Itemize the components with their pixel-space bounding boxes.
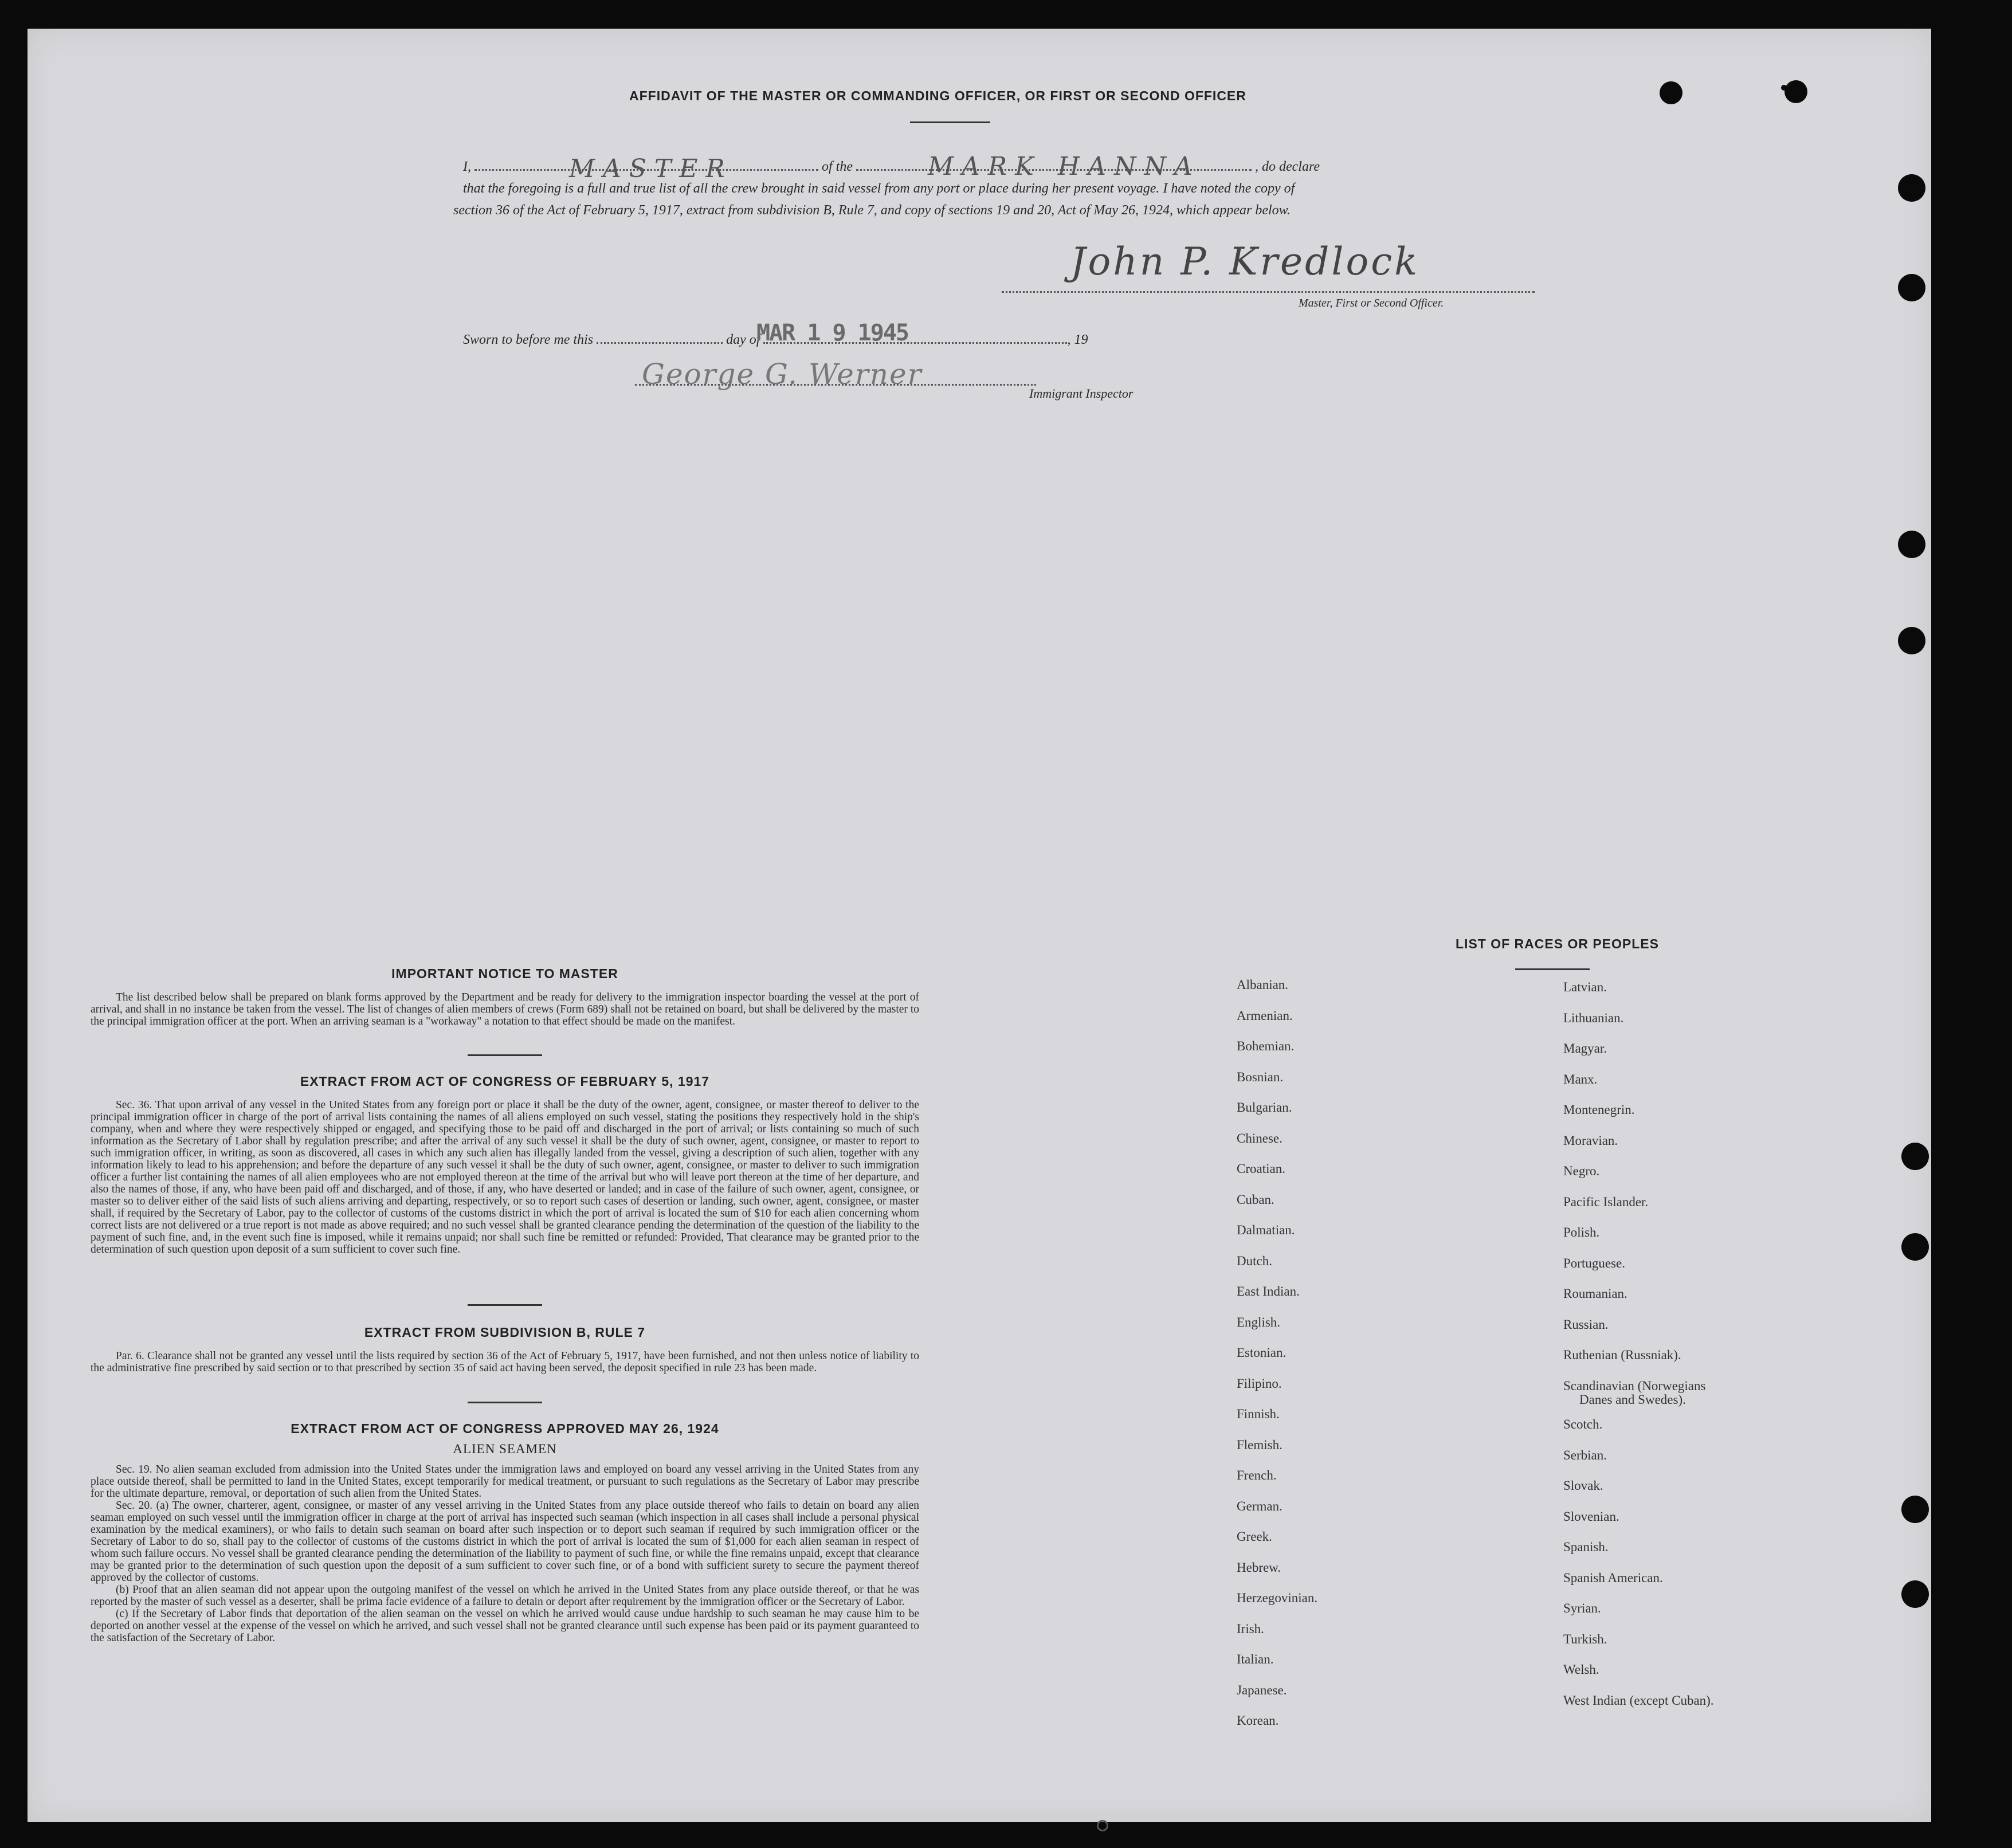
extract-1924-title: EXTRACT FROM ACT OF CONGRESS APPROVED MAY 26, 1924 bbox=[291, 1421, 719, 1436]
race-item: Polish. bbox=[1563, 1225, 1600, 1239]
race-item: Spanish. bbox=[1563, 1540, 1609, 1554]
race-item: Montenegrin. bbox=[1563, 1102, 1635, 1117]
page-edge-mark-icon bbox=[1097, 1820, 1108, 1831]
extract-1924-text bbox=[91, 1464, 919, 1644]
race-item: Danes and Swedes). bbox=[1579, 1392, 1686, 1407]
binder-hole-icon bbox=[1898, 274, 1925, 301]
alien-seamen-subtitle: ALIEN SEAMEN bbox=[453, 1442, 557, 1456]
affidavit-declare-label: , do declare bbox=[1255, 159, 1320, 174]
race-item: Lithuanian. bbox=[1563, 1010, 1624, 1025]
race-item: Scandinavian (Norwegians bbox=[1563, 1378, 1706, 1393]
affidavit-title-rule bbox=[910, 121, 990, 123]
binder-hole-icon bbox=[1901, 1143, 1929, 1170]
race-item: German. bbox=[1237, 1498, 1282, 1513]
race-item: Slovenian. bbox=[1563, 1509, 1619, 1524]
race-item: Albanian. bbox=[1237, 978, 1289, 992]
race-item: Korean. bbox=[1237, 1713, 1279, 1728]
race-item: French. bbox=[1237, 1468, 1277, 1482]
inspector-signature-line bbox=[635, 384, 1036, 386]
binder-hole-icon bbox=[1898, 174, 1925, 202]
affidavit-line-2: that the foregoing is a full and true list of all the crew brought in said vessel from any port or place during her present voyage. I have noted the copy of bbox=[463, 181, 1295, 196]
race-item: Ruthenian (Russniak). bbox=[1563, 1348, 1681, 1362]
binder-hole-icon bbox=[1660, 81, 1682, 104]
sec-20c-paragraph: (c) If the Secretary of Labor finds that deportation of the alien seaman on the vessel on which he arrived would cause undue hardship to such seaman he may cause him to be deported on another vessel at the expense of the vessel on which he arrived, and such vessel shall not be granted clearance until such expense has been paid or its payment guaranteed to the satisfaction of the Secretary of Labor. bbox=[91, 1608, 919, 1644]
inspector-caption: Immigrant Inspector bbox=[1029, 386, 1134, 401]
race-item: Italian. bbox=[1237, 1652, 1274, 1666]
affidavit-line-3: section 36 of the Act of February 5, 1917, extract from subdivision B, Rule 7, and copy of sections 19 and 20, Act of May 26, 1924, which appear below. bbox=[453, 203, 1291, 218]
binder-hole-icon bbox=[1784, 80, 1807, 103]
race-item: West Indian (except Cuban). bbox=[1563, 1693, 1714, 1708]
race-item: Hebrew. bbox=[1237, 1560, 1281, 1575]
master-name-value: MASTER bbox=[569, 154, 733, 183]
year-prefix: , 19 bbox=[1067, 332, 1088, 347]
race-item: Chinese. bbox=[1237, 1131, 1282, 1145]
race-item: Bohemian. bbox=[1237, 1039, 1295, 1053]
race-item: Portuguese. bbox=[1563, 1255, 1625, 1270]
extract-1917-text bbox=[91, 1099, 919, 1255]
race-item: Roumanian. bbox=[1563, 1286, 1627, 1301]
binder-hole-icon bbox=[1898, 627, 1925, 654]
race-item: Spanish American. bbox=[1563, 1570, 1663, 1585]
race-item: Herzegovinian. bbox=[1237, 1591, 1318, 1605]
day-of-label: day of bbox=[726, 332, 760, 347]
race-item: Russian. bbox=[1563, 1317, 1609, 1332]
race-item: Syrian. bbox=[1563, 1601, 1601, 1615]
master-name-field bbox=[474, 154, 818, 183]
race-item: Magyar. bbox=[1563, 1041, 1607, 1056]
date-stamp: MAR 1 9 1945 bbox=[756, 320, 908, 346]
races-title-rule bbox=[1515, 968, 1590, 970]
race-item: Moravian. bbox=[1563, 1133, 1618, 1148]
section-rule bbox=[468, 1304, 542, 1306]
race-item: Estonian. bbox=[1237, 1345, 1287, 1360]
race-item: Cuban. bbox=[1237, 1192, 1274, 1207]
sworn-label: Sworn to before me this bbox=[463, 332, 594, 347]
race-item: Finnish. bbox=[1237, 1407, 1280, 1421]
race-item: Turkish. bbox=[1563, 1631, 1607, 1646]
par-6-paragraph: Par. 6. Clearance shall not be granted any vessel until the lists required by section 36 of the Act of February 5, 1917, have been furnished, and not then unless notice of liability to the administrative fine prescribed by said section or to that prescribed by section 35 of said act having been served, the deposit specified in rule 23 has been made. bbox=[91, 1350, 919, 1374]
race-item: Bulgarian. bbox=[1237, 1100, 1292, 1115]
rule7-text bbox=[91, 1350, 919, 1374]
section-rule bbox=[468, 1054, 542, 1056]
master-signature-caption: Master, First or Second Officer. bbox=[1299, 297, 1444, 309]
binder-hole-icon bbox=[1901, 1580, 1929, 1608]
master-signature-line bbox=[1002, 291, 1535, 293]
sec-19-paragraph: Sec. 19. No alien seaman excluded from admission into the United States under the immigration laws and employed on board any vessel arriving in the United States from any place outside thereof, shall be permitted to land in the United States, except temporarily for medical treatment, or pursuant to such regulations as the Secretary of Labor may prescribe for the ultimate departure, removal, or deportation of such alien from the United States. bbox=[91, 1464, 919, 1500]
notice-text bbox=[91, 991, 919, 1027]
vessel-name-value: MARK HANNA bbox=[928, 152, 1201, 181]
vessel-name-field bbox=[856, 152, 1252, 181]
race-item: Welsh. bbox=[1563, 1662, 1599, 1677]
rule7-title: EXTRACT FROM SUBDIVISION B, RULE 7 bbox=[364, 1325, 646, 1340]
sec-20b-paragraph: (b) Proof that an alien seaman did not appear upon the outgoing manifest of the vessel on which he arrived in the United States from any place outside thereof, or that he was reported by the master of such vessel as a deserter, shall be prima facie evidence of a failure to detain or deport after requirement by the immigration officer or the Secretary of Labor. bbox=[91, 1584, 919, 1608]
race-item: Irish. bbox=[1237, 1621, 1264, 1636]
affidavit-title: AFFIDAVIT OF THE MASTER OR COMMANDING OFFICER, OR FIRST OR SECOND OFFICER bbox=[629, 88, 1246, 103]
race-item: East Indian. bbox=[1237, 1284, 1300, 1298]
race-item: Serbian. bbox=[1563, 1447, 1607, 1462]
affidavit-i-label: I, bbox=[463, 159, 471, 174]
sec-20a-paragraph: Sec. 20. (a) The owner, charterer, agent, consignee, or master of any vessel arriving in the United States from any place outside thereof who fails to detain on board any alien seaman employed on such vessel until the immigration officer in charge at the port of arrival has inspected such seaman (which inspection in all cases shall include a personal physical examination by the medical examiners), or who fails to detain such seaman on board after such inspection or to deport such seaman if required by such immigration officer or the Secretary of Labor to do so, shall pay to the collector of customs of the customs district in which the port of arrival is located the sum of $1,000 for each alien seaman in respect of whom such failure occurs. No vessel shall be granted clearance pending the determination of the liability to payment of such fine, or while the fine remains unpaid, except that clearance may be granted prior to the determination of such question upon the deposit of a sum sufficient to cover such fine, or of a bond with sufficient surety to secure the payment thereof approved by the collector of customs. bbox=[91, 1500, 919, 1584]
race-item: Bosnian. bbox=[1237, 1069, 1284, 1084]
section-36-paragraph: Sec. 36. That upon arrival of any vessel in the United States from any foreign port or place it shall be the duty of the owner, agent, consignee, or master thereof to deliver to the principal immigration officer in charge of the port of arrival lists containing the names of all aliens employed on such vessel, stating the positions they respectively hold in the ship's company, when and where they were respectively shipped or engaged, and specifying those to be paid off and discharged in the port of arrival; or lists containing so much of such information as the Secretary of Labor shall by regulation prescribe; and after the arrival of any such vessel it shall be the duty of such owner, agent, consignee, or master to report to such immigration officer, in writing, as soon as discovered, all cases in which any such alien has illegally landed from the vessel, giving a description of such alien, together with any information likely to lead to his apprehension; and before the departure of any such vessel it shall be the duty of such owner, agent, consignee, or master to deliver to such immigration officer a further list containing the names of all alien employees who are not employed thereon at the time of the arrival but who will leave port thereon at the time of her departure, and also the names of those, if any, who have been paid off and discharged, and of those, if any, who have deserted or landed; and in case of the failure of such owner, agent, consignee, or master so to deliver either of the said lists of such aliens arriving and departing, respectively, or so to report such cases of desertion or landing, such owner, agent, consignee, or master shall, if required by the Secretary of Labor, pay to the collector of customs of the customs district in which the port of arrival is located the sum of $10 for each alien concerning whom correct lists are not delivered or a true report is not made as above required; and no such vessel shall be granted clearance pending the determination of the question of the liability to the payment of such fine, and, in the event such fine is imposed, while it remains unpaid; nor shall such fine be remitted or refunded: Provided, That clearance may be granted prior to the determination of such question upon deposit of a sum sufficient to cover such fine. bbox=[91, 1099, 919, 1255]
race-item: Greek. bbox=[1237, 1529, 1272, 1544]
extract-1917-title: EXTRACT FROM ACT OF CONGRESS OF FEBRUARY 5, 1917 bbox=[300, 1074, 710, 1089]
affidavit-of-the-label: of the bbox=[822, 159, 853, 174]
race-item: Latvian. bbox=[1563, 980, 1607, 994]
affidavit-line-1 bbox=[463, 152, 1538, 183]
race-item: Scotch. bbox=[1563, 1417, 1603, 1431]
binder-hole-icon bbox=[1898, 531, 1925, 558]
race-item: English. bbox=[1237, 1315, 1281, 1329]
inspector-signature: George G. Werner bbox=[642, 358, 923, 391]
races-title: LIST OF RACES OR PEOPLES bbox=[1456, 936, 1659, 951]
document-page bbox=[28, 29, 1931, 1822]
race-item: Slovak. bbox=[1563, 1478, 1603, 1493]
section-rule bbox=[468, 1402, 542, 1403]
race-item: Japanese. bbox=[1237, 1682, 1287, 1697]
race-item: Manx. bbox=[1563, 1072, 1598, 1086]
notice-title: IMPORTANT NOTICE TO MASTER bbox=[391, 966, 618, 981]
race-item: Dutch. bbox=[1237, 1253, 1272, 1268]
binder-hole-icon bbox=[1901, 1496, 1929, 1523]
race-item: Pacific Islander. bbox=[1563, 1194, 1649, 1209]
race-item: Armenian. bbox=[1237, 1008, 1293, 1023]
race-item: Flemish. bbox=[1237, 1437, 1282, 1452]
notice-paragraph: The list described below shall be prepared on blank forms approved by the Department and be ready for delivery to the immigration inspector boarding the vessel at the port of arrival, and shall in no instance be taken from the vessel. The list of changes of alien members of crews (Form 689) shall not be retained on board, but shall be delivered by the master to the principal immigration officer at the port. When an arriving seaman is a "workaway" a notation to that effect should be made on the manifest. bbox=[91, 991, 919, 1027]
race-item: Dalmatian. bbox=[1237, 1223, 1295, 1237]
race-item: Negro. bbox=[1563, 1164, 1600, 1178]
race-item: Filipino. bbox=[1237, 1376, 1282, 1391]
binder-hole-icon bbox=[1901, 1233, 1929, 1261]
master-signature: John P. Kredlock bbox=[1070, 240, 1420, 284]
race-item: Croatian. bbox=[1237, 1162, 1285, 1176]
